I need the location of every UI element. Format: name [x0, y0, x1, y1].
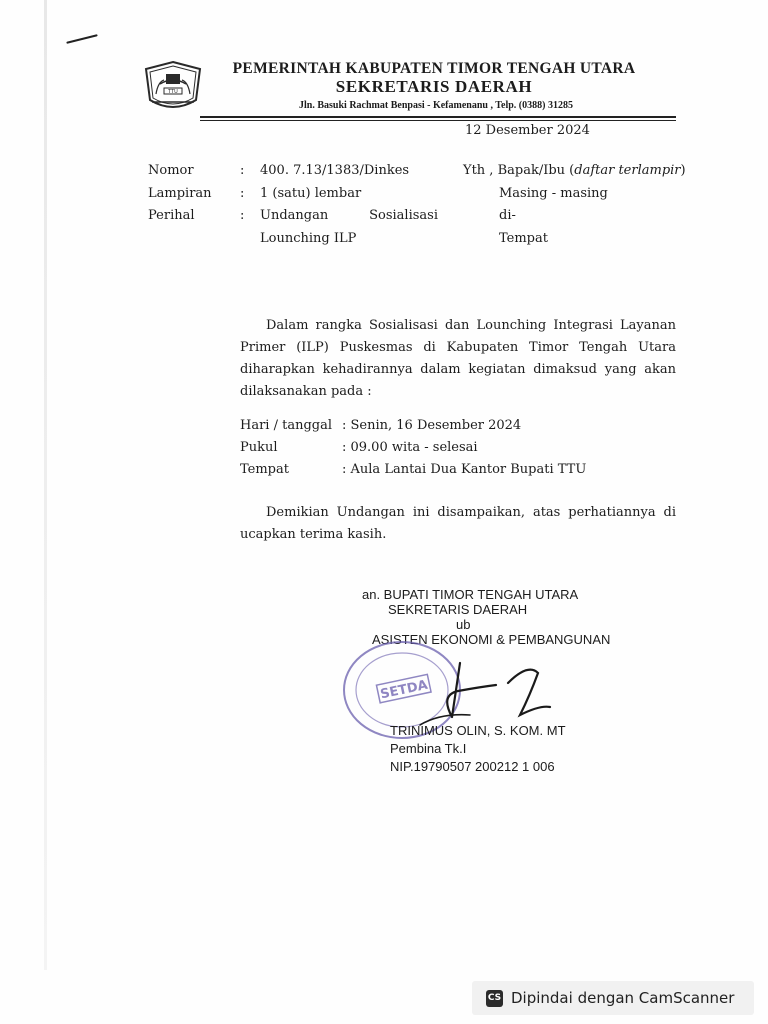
- meta-value-continued: Lounching ILP: [260, 230, 357, 246]
- recipient-line-3: di-: [499, 208, 516, 223]
- signer-rank: Pembina Tk.I: [390, 741, 467, 756]
- detail-key: Hari / tanggal: [240, 418, 333, 433]
- recipient-italic: daftar terlampir: [574, 163, 681, 178]
- meta-row-lampiran: [148, 183, 438, 206]
- letter-meta: [148, 160, 438, 250]
- svg-text:TTU: TTU: [168, 89, 178, 95]
- detail-value: : 09.00 wita - selesai: [342, 440, 478, 455]
- camscanner-label: Dipindai dengan CamScanner: [511, 989, 735, 1007]
- meta-value: 400. 7.13/1383/Dinkes: [260, 163, 410, 178]
- scan-edge-shadow: [44, 0, 47, 970]
- detail-key: Tempat: [240, 462, 289, 477]
- meta-key: Lampiran: [148, 185, 212, 201]
- detail-row-place: [240, 459, 586, 481]
- recipient-line-1: Yth , Bapak/Ibu (daftar terlampir): [463, 163, 686, 178]
- camscanner-icon: CS: [486, 990, 503, 1007]
- camscanner-watermark: [472, 981, 754, 1015]
- meta-colon: :: [240, 185, 245, 201]
- meta-key: Perihal: [148, 208, 195, 223]
- letter-opening-paragraph: Dalam rangka Sosialisasi dan Lounching Integrasi Layanan Primer (ILP) Puskesmas di Kabupaten Timor Tengah Utara diharapkan kehadirannya dalam kegiatan dimaksud yang akan dilaksanakan pada :: [240, 318, 676, 399]
- meta-row-perihal: [148, 205, 438, 228]
- regency-emblem-icon: [138, 60, 208, 114]
- letterhead-rule-thin: [200, 120, 676, 121]
- signature-line-2: SEKRETARIS DAERAH: [388, 602, 528, 617]
- signer-nip: NIP.19790507 200212 1 006: [390, 759, 555, 774]
- letterhead-office: SEKRETARIS DAERAH: [335, 77, 533, 96]
- detail-row-date: [240, 415, 586, 437]
- signature-line-3: ub: [456, 617, 471, 632]
- detail-key: Pukul: [240, 440, 278, 455]
- meta-row-nomor: [148, 160, 438, 183]
- signature-line-1: an. BUPATI TIMOR TENGAH UTARA: [362, 587, 579, 602]
- subject-word-1: Undangan: [260, 208, 329, 223]
- pen-mark: [66, 34, 98, 44]
- subject-word-2: Sosialisasi: [369, 208, 438, 223]
- letterhead-address: Jln. Basuki Rachmat Benpasi - Kefamenanu , Telp. (0388) 31285: [299, 100, 573, 111]
- letterhead-rule-thick: [200, 116, 676, 118]
- detail-row-time: [240, 437, 586, 459]
- meta-value: 1 (satu) lembar: [260, 185, 362, 201]
- letterhead-government: PEMERINTAH KABUPATEN TIMOR TENGAH UTARA: [232, 60, 636, 77]
- event-details: [240, 415, 586, 481]
- meta-colon: :: [240, 208, 245, 223]
- meta-row-perihal-cont: [148, 228, 438, 251]
- meta-value: [260, 205, 438, 228]
- signer-details: [390, 722, 566, 776]
- meta-colon: :: [240, 163, 245, 178]
- signature-line-4: ASISTEN EKONOMI & PEMBANGUNAN: [372, 632, 611, 647]
- letterhead: [214, 60, 654, 111]
- svg-text:SETDA: SETDA: [379, 677, 430, 703]
- letter-date: 12 Desember 2024: [465, 123, 590, 138]
- detail-value: : Aula Lantai Dua Kantor Bupati TTU: [342, 462, 587, 477]
- letter-closing-paragraph: Demikian Undangan ini disampaikan, atas perhatiannya di ucapkan terima kasih.: [240, 505, 676, 542]
- recipient-line-4: Tempat: [499, 230, 548, 246]
- recipient-block: [463, 160, 693, 250]
- detail-value: : Senin, 16 Desember 2024: [342, 418, 522, 433]
- signer-name: TRINIMUS OLIN, S. KOM. MT: [390, 723, 566, 738]
- meta-key: Nomor: [148, 163, 194, 178]
- recipient-line-2: Masing - masing: [499, 185, 608, 201]
